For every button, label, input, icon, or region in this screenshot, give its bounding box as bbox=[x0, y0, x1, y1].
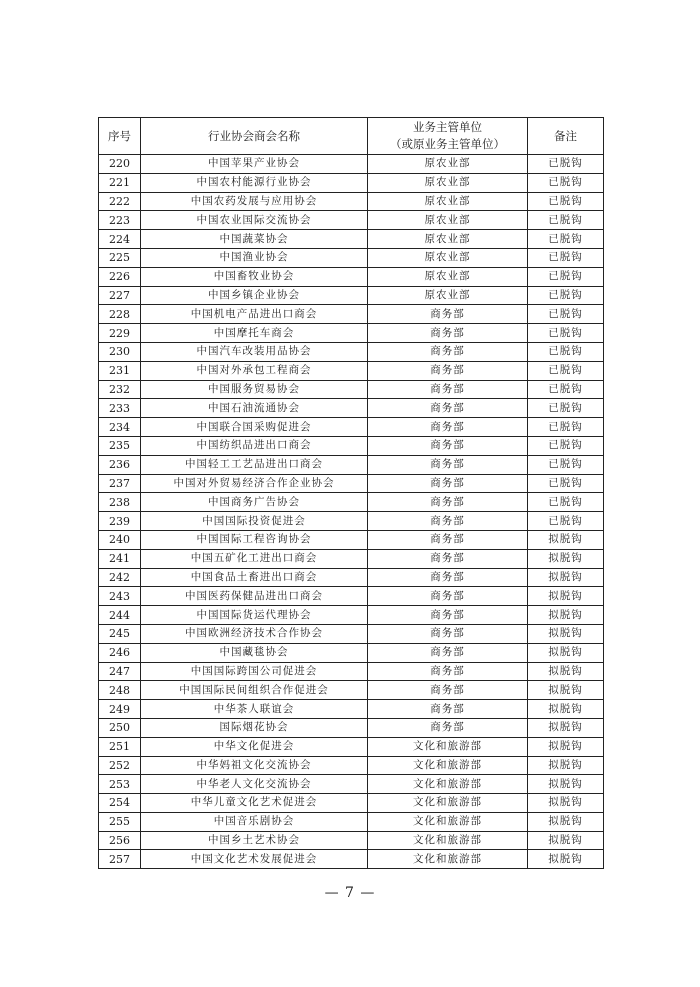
row-number: 241 bbox=[99, 549, 141, 568]
row-supervising-unit: 商务部 bbox=[368, 399, 528, 418]
table-row bbox=[99, 737, 604, 756]
row-association-name: 中国农村能源行业协会 bbox=[141, 173, 368, 192]
row-note: 拟脱钩 bbox=[528, 549, 604, 568]
row-number: 233 bbox=[99, 399, 141, 418]
row-association-name: 中国食品土畜进出口商会 bbox=[141, 568, 368, 587]
table-row bbox=[99, 606, 604, 625]
row-note: 拟脱钩 bbox=[528, 718, 604, 737]
row-supervising-unit: 商务部 bbox=[368, 587, 528, 606]
row-note: 已脱钩 bbox=[528, 399, 604, 418]
row-note: 已脱钩 bbox=[528, 173, 604, 192]
table-body bbox=[99, 155, 604, 869]
row-number: 223 bbox=[99, 211, 141, 230]
row-note: 拟脱钩 bbox=[528, 831, 604, 850]
row-note: 拟脱钩 bbox=[528, 530, 604, 549]
row-note: 已脱钩 bbox=[528, 474, 604, 493]
row-supervising-unit: 文化和旅游部 bbox=[368, 831, 528, 850]
row-supervising-unit: 商务部 bbox=[368, 305, 528, 324]
table-row bbox=[99, 192, 604, 211]
row-note: 已脱钩 bbox=[528, 286, 604, 305]
table-row bbox=[99, 230, 604, 249]
row-note: 已脱钩 bbox=[528, 230, 604, 249]
row-note: 已脱钩 bbox=[528, 342, 604, 361]
row-association-name: 中国藏毯协会 bbox=[141, 643, 368, 662]
row-number: 239 bbox=[99, 512, 141, 531]
row-association-name: 中国汽车改装用品协会 bbox=[141, 342, 368, 361]
row-association-name: 中国农业国际交流协会 bbox=[141, 211, 368, 230]
row-association-name: 中国蔬菜协会 bbox=[141, 230, 368, 249]
row-note: 已脱钩 bbox=[528, 248, 604, 267]
row-association-name: 中国国际工程咨询协会 bbox=[141, 530, 368, 549]
row-note: 已脱钩 bbox=[528, 512, 604, 531]
row-note: 已脱钩 bbox=[528, 455, 604, 474]
table-row bbox=[99, 455, 604, 474]
row-number: 252 bbox=[99, 756, 141, 775]
row-note: 拟脱钩 bbox=[528, 812, 604, 831]
row-association-name: 中国五矿化工进出口商会 bbox=[141, 549, 368, 568]
row-number: 250 bbox=[99, 718, 141, 737]
table-row bbox=[99, 812, 604, 831]
row-number: 224 bbox=[99, 230, 141, 249]
row-supervising-unit: 商务部 bbox=[368, 361, 528, 380]
row-association-name: 中国渔业协会 bbox=[141, 248, 368, 267]
table-row bbox=[99, 324, 604, 343]
row-supervising-unit: 原农业部 bbox=[368, 286, 528, 305]
row-association-name: 中华茶人联谊会 bbox=[141, 700, 368, 719]
row-note: 已脱钩 bbox=[528, 493, 604, 512]
row-number: 230 bbox=[99, 342, 141, 361]
row-supervising-unit: 商务部 bbox=[368, 681, 528, 700]
row-supervising-unit: 商务部 bbox=[368, 455, 528, 474]
row-note: 已脱钩 bbox=[528, 436, 604, 455]
row-number: 254 bbox=[99, 794, 141, 813]
table-row bbox=[99, 248, 604, 267]
table-row bbox=[99, 399, 604, 418]
row-association-name: 中国苹果产业协会 bbox=[141, 155, 368, 174]
row-number: 245 bbox=[99, 624, 141, 643]
row-supervising-unit: 商务部 bbox=[368, 342, 528, 361]
row-supervising-unit: 商务部 bbox=[368, 493, 528, 512]
row-note: 拟脱钩 bbox=[528, 700, 604, 719]
row-number: 255 bbox=[99, 812, 141, 831]
table-row bbox=[99, 267, 604, 286]
row-note: 拟脱钩 bbox=[528, 568, 604, 587]
row-association-name: 中国音乐剧协会 bbox=[141, 812, 368, 831]
row-note: 已脱钩 bbox=[528, 211, 604, 230]
row-number: 225 bbox=[99, 248, 141, 267]
row-note: 拟脱钩 bbox=[528, 606, 604, 625]
row-number: 240 bbox=[99, 530, 141, 549]
row-association-name: 中国石油流通协会 bbox=[141, 399, 368, 418]
table-row bbox=[99, 418, 604, 437]
header-association-name: 行业协会商会名称 bbox=[141, 118, 368, 155]
row-number: 253 bbox=[99, 775, 141, 794]
row-association-name: 中国国际投资促进会 bbox=[141, 512, 368, 531]
row-number: 249 bbox=[99, 700, 141, 719]
row-note: 拟脱钩 bbox=[528, 624, 604, 643]
row-number: 220 bbox=[99, 155, 141, 174]
row-supervising-unit: 商务部 bbox=[368, 700, 528, 719]
row-note: 已脱钩 bbox=[528, 267, 604, 286]
row-supervising-unit: 文化和旅游部 bbox=[368, 850, 528, 869]
row-number: 251 bbox=[99, 737, 141, 756]
row-note: 已脱钩 bbox=[528, 192, 604, 211]
row-association-name: 中国机电产品进出口商会 bbox=[141, 305, 368, 324]
table-row bbox=[99, 530, 604, 549]
table-row bbox=[99, 155, 604, 174]
row-number: 236 bbox=[99, 455, 141, 474]
row-association-name: 中国商务广告协会 bbox=[141, 493, 368, 512]
association-table bbox=[98, 117, 604, 869]
row-association-name: 中国对外承包工程商会 bbox=[141, 361, 368, 380]
table-row bbox=[99, 361, 604, 380]
row-number: 227 bbox=[99, 286, 141, 305]
row-number: 257 bbox=[99, 850, 141, 869]
row-association-name: 中华妈祖文化交流协会 bbox=[141, 756, 368, 775]
row-association-name: 中国文化艺术发展促进会 bbox=[141, 850, 368, 869]
row-number: 222 bbox=[99, 192, 141, 211]
row-supervising-unit: 文化和旅游部 bbox=[368, 775, 528, 794]
row-note: 已脱钩 bbox=[528, 380, 604, 399]
row-association-name: 中国医药保健品进出口商会 bbox=[141, 587, 368, 606]
table-row bbox=[99, 624, 604, 643]
header-number: 序号 bbox=[99, 118, 141, 155]
row-supervising-unit: 原农业部 bbox=[368, 173, 528, 192]
row-association-name: 中华老人文化交流协会 bbox=[141, 775, 368, 794]
row-number: 234 bbox=[99, 418, 141, 437]
header-note: 备注 bbox=[528, 118, 604, 155]
row-association-name: 国际烟花协会 bbox=[141, 718, 368, 737]
row-note: 拟脱钩 bbox=[528, 643, 604, 662]
row-note: 拟脱钩 bbox=[528, 662, 604, 681]
row-association-name: 中国欧洲经济技术合作协会 bbox=[141, 624, 368, 643]
page-number: — 7 — bbox=[324, 885, 376, 901]
row-supervising-unit: 文化和旅游部 bbox=[368, 737, 528, 756]
row-supervising-unit: 商务部 bbox=[368, 436, 528, 455]
row-note: 已脱钩 bbox=[528, 155, 604, 174]
header-unit-line1: 业务主管单位 bbox=[413, 120, 482, 134]
row-note: 拟脱钩 bbox=[528, 775, 604, 794]
row-association-name: 中国乡镇企业协会 bbox=[141, 286, 368, 305]
row-supervising-unit: 商务部 bbox=[368, 568, 528, 587]
row-number: 235 bbox=[99, 436, 141, 455]
row-supervising-unit: 原农业部 bbox=[368, 267, 528, 286]
table-row bbox=[99, 568, 604, 587]
row-note: 已脱钩 bbox=[528, 361, 604, 380]
row-association-name: 中国国际跨国公司促进会 bbox=[141, 662, 368, 681]
table-row bbox=[99, 211, 604, 230]
row-note: 拟脱钩 bbox=[528, 587, 604, 606]
row-association-name: 中国纺织品进出口商会 bbox=[141, 436, 368, 455]
row-number: 232 bbox=[99, 380, 141, 399]
row-note: 拟脱钩 bbox=[528, 850, 604, 869]
row-note: 已脱钩 bbox=[528, 418, 604, 437]
row-association-name: 中国农药发展与应用协会 bbox=[141, 192, 368, 211]
row-supervising-unit: 商务部 bbox=[368, 418, 528, 437]
row-association-name: 中国联合国采购促进会 bbox=[141, 418, 368, 437]
table-row bbox=[99, 549, 604, 568]
row-supervising-unit: 商务部 bbox=[368, 624, 528, 643]
row-supervising-unit: 商务部 bbox=[368, 512, 528, 531]
row-number: 256 bbox=[99, 831, 141, 850]
table-row bbox=[99, 342, 604, 361]
row-supervising-unit: 文化和旅游部 bbox=[368, 794, 528, 813]
row-supervising-unit: 商务部 bbox=[368, 380, 528, 399]
table-row bbox=[99, 643, 604, 662]
row-supervising-unit: 商务部 bbox=[368, 324, 528, 343]
table-row bbox=[99, 718, 604, 737]
row-association-name: 中国国际民间组织合作促进会 bbox=[141, 681, 368, 700]
table-row bbox=[99, 493, 604, 512]
row-number: 244 bbox=[99, 606, 141, 625]
row-note: 已脱钩 bbox=[528, 305, 604, 324]
table-row bbox=[99, 794, 604, 813]
row-number: 237 bbox=[99, 474, 141, 493]
table-row bbox=[99, 681, 604, 700]
table-row bbox=[99, 662, 604, 681]
table-row bbox=[99, 286, 604, 305]
header-supervising-unit bbox=[368, 118, 528, 155]
row-number: 243 bbox=[99, 587, 141, 606]
table-row bbox=[99, 512, 604, 531]
table-row bbox=[99, 474, 604, 493]
table-row bbox=[99, 305, 604, 324]
row-association-name: 中国畜牧业协会 bbox=[141, 267, 368, 286]
table-row bbox=[99, 436, 604, 455]
row-supervising-unit: 商务部 bbox=[368, 662, 528, 681]
row-supervising-unit: 原农业部 bbox=[368, 248, 528, 267]
row-note: 拟脱钩 bbox=[528, 681, 604, 700]
row-association-name: 中国国际货运代理协会 bbox=[141, 606, 368, 625]
table-row bbox=[99, 587, 604, 606]
table-row bbox=[99, 775, 604, 794]
row-supervising-unit: 商务部 bbox=[368, 606, 528, 625]
row-number: 221 bbox=[99, 173, 141, 192]
row-number: 231 bbox=[99, 361, 141, 380]
row-number: 246 bbox=[99, 643, 141, 662]
table-row bbox=[99, 756, 604, 775]
table-row bbox=[99, 850, 604, 869]
row-supervising-unit: 商务部 bbox=[368, 643, 528, 662]
header-unit-line2: （或原业务主管单位） bbox=[390, 137, 505, 151]
row-supervising-unit: 原农业部 bbox=[368, 211, 528, 230]
row-supervising-unit: 原农业部 bbox=[368, 155, 528, 174]
row-note: 拟脱钩 bbox=[528, 756, 604, 775]
row-number: 248 bbox=[99, 681, 141, 700]
row-supervising-unit: 商务部 bbox=[368, 718, 528, 737]
table-row bbox=[99, 380, 604, 399]
row-supervising-unit: 商务部 bbox=[368, 474, 528, 493]
row-association-name: 中华文化促进会 bbox=[141, 737, 368, 756]
row-association-name: 中国摩托车商会 bbox=[141, 324, 368, 343]
table-header-row bbox=[99, 118, 604, 155]
row-note: 已脱钩 bbox=[528, 324, 604, 343]
row-supervising-unit: 商务部 bbox=[368, 530, 528, 549]
row-supervising-unit: 原农业部 bbox=[368, 230, 528, 249]
row-supervising-unit: 文化和旅游部 bbox=[368, 756, 528, 775]
table-row bbox=[99, 700, 604, 719]
row-number: 228 bbox=[99, 305, 141, 324]
row-supervising-unit: 商务部 bbox=[368, 549, 528, 568]
row-note: 拟脱钩 bbox=[528, 737, 604, 756]
row-association-name: 中华儿童文化艺术促进会 bbox=[141, 794, 368, 813]
table-row bbox=[99, 831, 604, 850]
row-supervising-unit: 文化和旅游部 bbox=[368, 812, 528, 831]
row-number: 226 bbox=[99, 267, 141, 286]
row-number: 238 bbox=[99, 493, 141, 512]
row-number: 247 bbox=[99, 662, 141, 681]
row-association-name: 中国服务贸易协会 bbox=[141, 380, 368, 399]
row-association-name: 中国对外贸易经济合作企业协会 bbox=[141, 474, 368, 493]
row-note: 拟脱钩 bbox=[528, 794, 604, 813]
table-row bbox=[99, 173, 604, 192]
row-number: 242 bbox=[99, 568, 141, 587]
row-association-name: 中国轻工工艺品进出口商会 bbox=[141, 455, 368, 474]
row-association-name: 中国乡土艺术协会 bbox=[141, 831, 368, 850]
row-supervising-unit: 原农业部 bbox=[368, 192, 528, 211]
row-number: 229 bbox=[99, 324, 141, 343]
